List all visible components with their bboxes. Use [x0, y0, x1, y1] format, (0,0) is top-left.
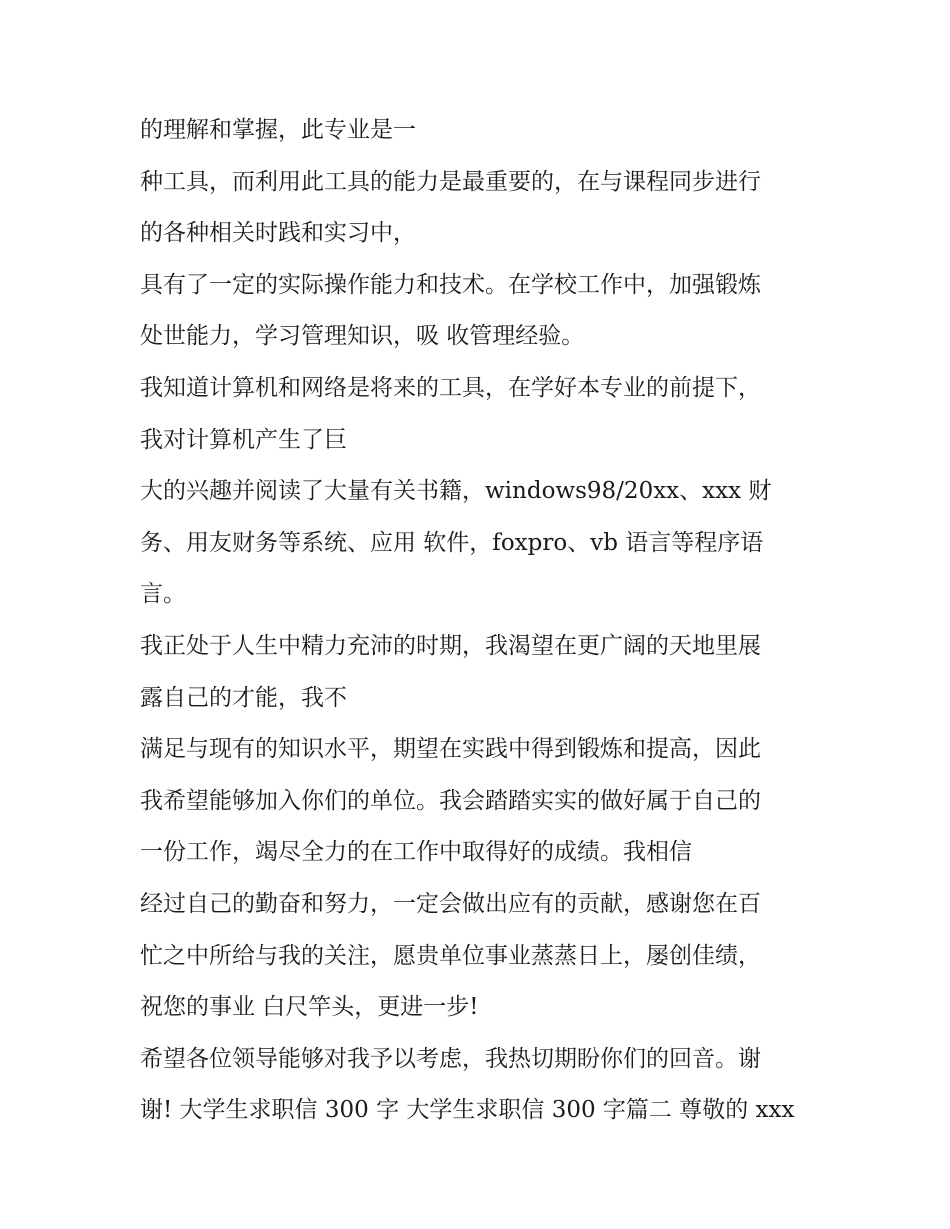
text-line: 我对计算机产生了巨 [140, 426, 347, 453]
text-line: 我希望能够加入你们的单位。我会踏踏实实的做好属于自己的 [140, 787, 761, 814]
text-line: 祝您的事业 白尺竿头，更进一步! [140, 994, 479, 1021]
text-line: 我正处于人生中精力充沛的时期，我渴望在更广阔的天地里展 [140, 632, 761, 659]
text-line: 谢! 大学生求职信 300 字 大学生求职信 300 字篇二 尊敬的 xxx [140, 1097, 795, 1124]
text-line: 满足与现有的知识水平，期望在实践中得到锻炼和提高，因此 [140, 736, 761, 763]
text-line: 忙之中所给与我的关注，愿贵单位事业蒸蒸日上，屡创佳绩， [140, 942, 761, 969]
body-text [140, 105, 820, 1137]
text-line: 的理解和掌握，此专业是一 [140, 117, 416, 143]
text-line: 种工具，而利用此工具的能力是最重要的，在与课程同步进行 [140, 168, 761, 195]
text-line: 大的兴趣并阅读了大量有关书籍，windows98/20xx、xxx 财 [140, 478, 772, 505]
text-line: 务、用友财务等系统、应用 软件，foxpro、vb 语言等程序语 [140, 529, 764, 556]
text-line: 一份工作，竭尽全力的在工作中取得好的成绩。我相信 [140, 839, 692, 866]
text-line: 处世能力，学习管理知识，吸 收管理经验。 [140, 323, 585, 350]
text-line: 希望各位领导能够对我予以考虑，我热切期盼你们的回音。谢 [140, 1045, 761, 1072]
text-line: 言。 [140, 581, 186, 608]
text-line: 我知道计算机和网络是将来的工具，在学好本专业的前提下， [140, 374, 761, 401]
text-line: 经过自己的勤奋和努力，一定会做出应有的贡献，感谢您在百 [140, 890, 761, 917]
text-line: 露自己的才能，我不 [140, 684, 347, 711]
text-line: 的各种相关时践和实习中， [140, 220, 416, 247]
text-line: 具有了一定的实际操作能力和技术。在学校工作中，加强锻炼 [140, 271, 761, 298]
